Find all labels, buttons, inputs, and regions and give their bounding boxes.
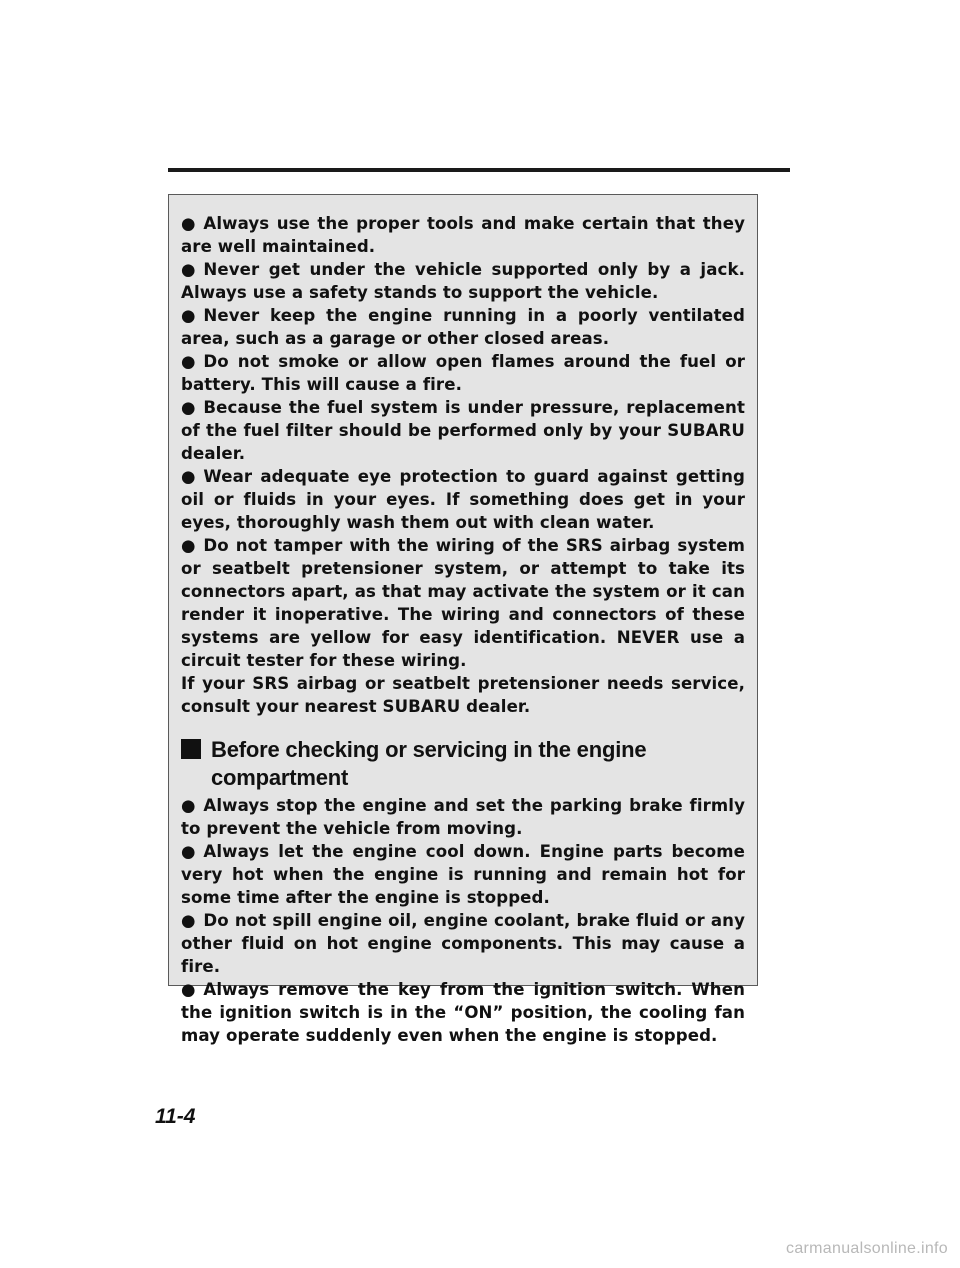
list-item-text: Because the fuel system is under pressure, replacement of the fuel filter should be performed only by your SUBARU dealer.: [181, 398, 745, 463]
list-item-text: Always use the proper tools and make certain that they are well maintained.: [181, 214, 745, 256]
square-bullet-icon: [181, 739, 201, 759]
bullet-icon: ●: [181, 260, 196, 279]
bullet-icon: ●: [181, 214, 196, 233]
list-item: [181, 304, 745, 350]
warning-box: [168, 194, 758, 1045]
watermark: carmanualsonline.info: [786, 1240, 948, 1257]
bullet-icon: ●: [181, 980, 196, 999]
bullet-icon: ●: [181, 306, 196, 325]
top-rule: [168, 168, 790, 172]
bullet-icon: ●: [181, 796, 196, 815]
list-item-text: Never keep the engine running in a poorly ventilated area, such as a garage or other closed areas.: [181, 306, 745, 348]
list-item: [181, 534, 745, 672]
bullet-icon: ●: [181, 842, 196, 861]
bullet-icon: ●: [181, 911, 196, 930]
list-item: [181, 909, 745, 978]
list-item: [181, 794, 745, 840]
list-item: [181, 350, 745, 396]
list-item: [181, 258, 745, 304]
bullet-icon: ●: [181, 352, 196, 371]
page-number: 11-4: [155, 1105, 196, 1128]
list-item-text: Always remove the key from the ignition switch. When the ignition switch is in the “ON” position, the cooling fan may operate suddenly even when the engine is stopped.: [181, 980, 745, 1045]
list-item-text: Never get under the vehicle supported only by a jack. Always use a safety stands to support the vehicle.: [181, 260, 745, 302]
list-item-text: Always stop the engine and set the parking brake firmly to prevent the vehicle from moving.: [181, 796, 745, 838]
list-item: [181, 396, 745, 465]
bullet-list-2: [181, 794, 745, 1047]
bullet-list-1: [181, 212, 745, 672]
service-note: If your SRS airbag or seatbelt pretensioner needs service, consult your nearest SUBARU dealer.: [181, 674, 745, 716]
bullet-icon: ●: [181, 467, 196, 486]
list-item-text: Do not spill engine oil, engine coolant, brake fluid or any other fluid on hot engine components. This may cause a fire.: [181, 911, 745, 976]
list-item-text: Do not tamper with the wiring of the SRS airbag system or seatbelt pretensioner system, or attempt to take its connectors apart, as that may activate the system or it can render it inoperative. The wiring and connectors of these systems are yellow for easy identification. NEVER use a circuit tester for these wiring.: [181, 536, 745, 670]
list-item: [181, 840, 745, 909]
list-item: [181, 978, 745, 1047]
bullet-icon: ●: [181, 536, 196, 555]
section-heading: [181, 736, 745, 792]
list-item: [181, 465, 745, 534]
bullet-icon: ●: [181, 398, 196, 417]
list-item-text: Wear adequate eye protection to guard against getting oil or fluids in your eyes. If something does get in your eyes, thoroughly wash them out with clean water.: [181, 467, 745, 532]
section-heading-text: Before checking or servicing in the engine compartment: [211, 737, 647, 790]
list-item-text: Always let the engine cool down. Engine parts become very hot when the engine is running and remain hot for some time after the engine is stopped.: [181, 842, 745, 907]
list-item-text: Do not smoke or allow open flames around the fuel or battery. This will cause a fire.: [181, 352, 745, 394]
list-item: [181, 212, 745, 258]
